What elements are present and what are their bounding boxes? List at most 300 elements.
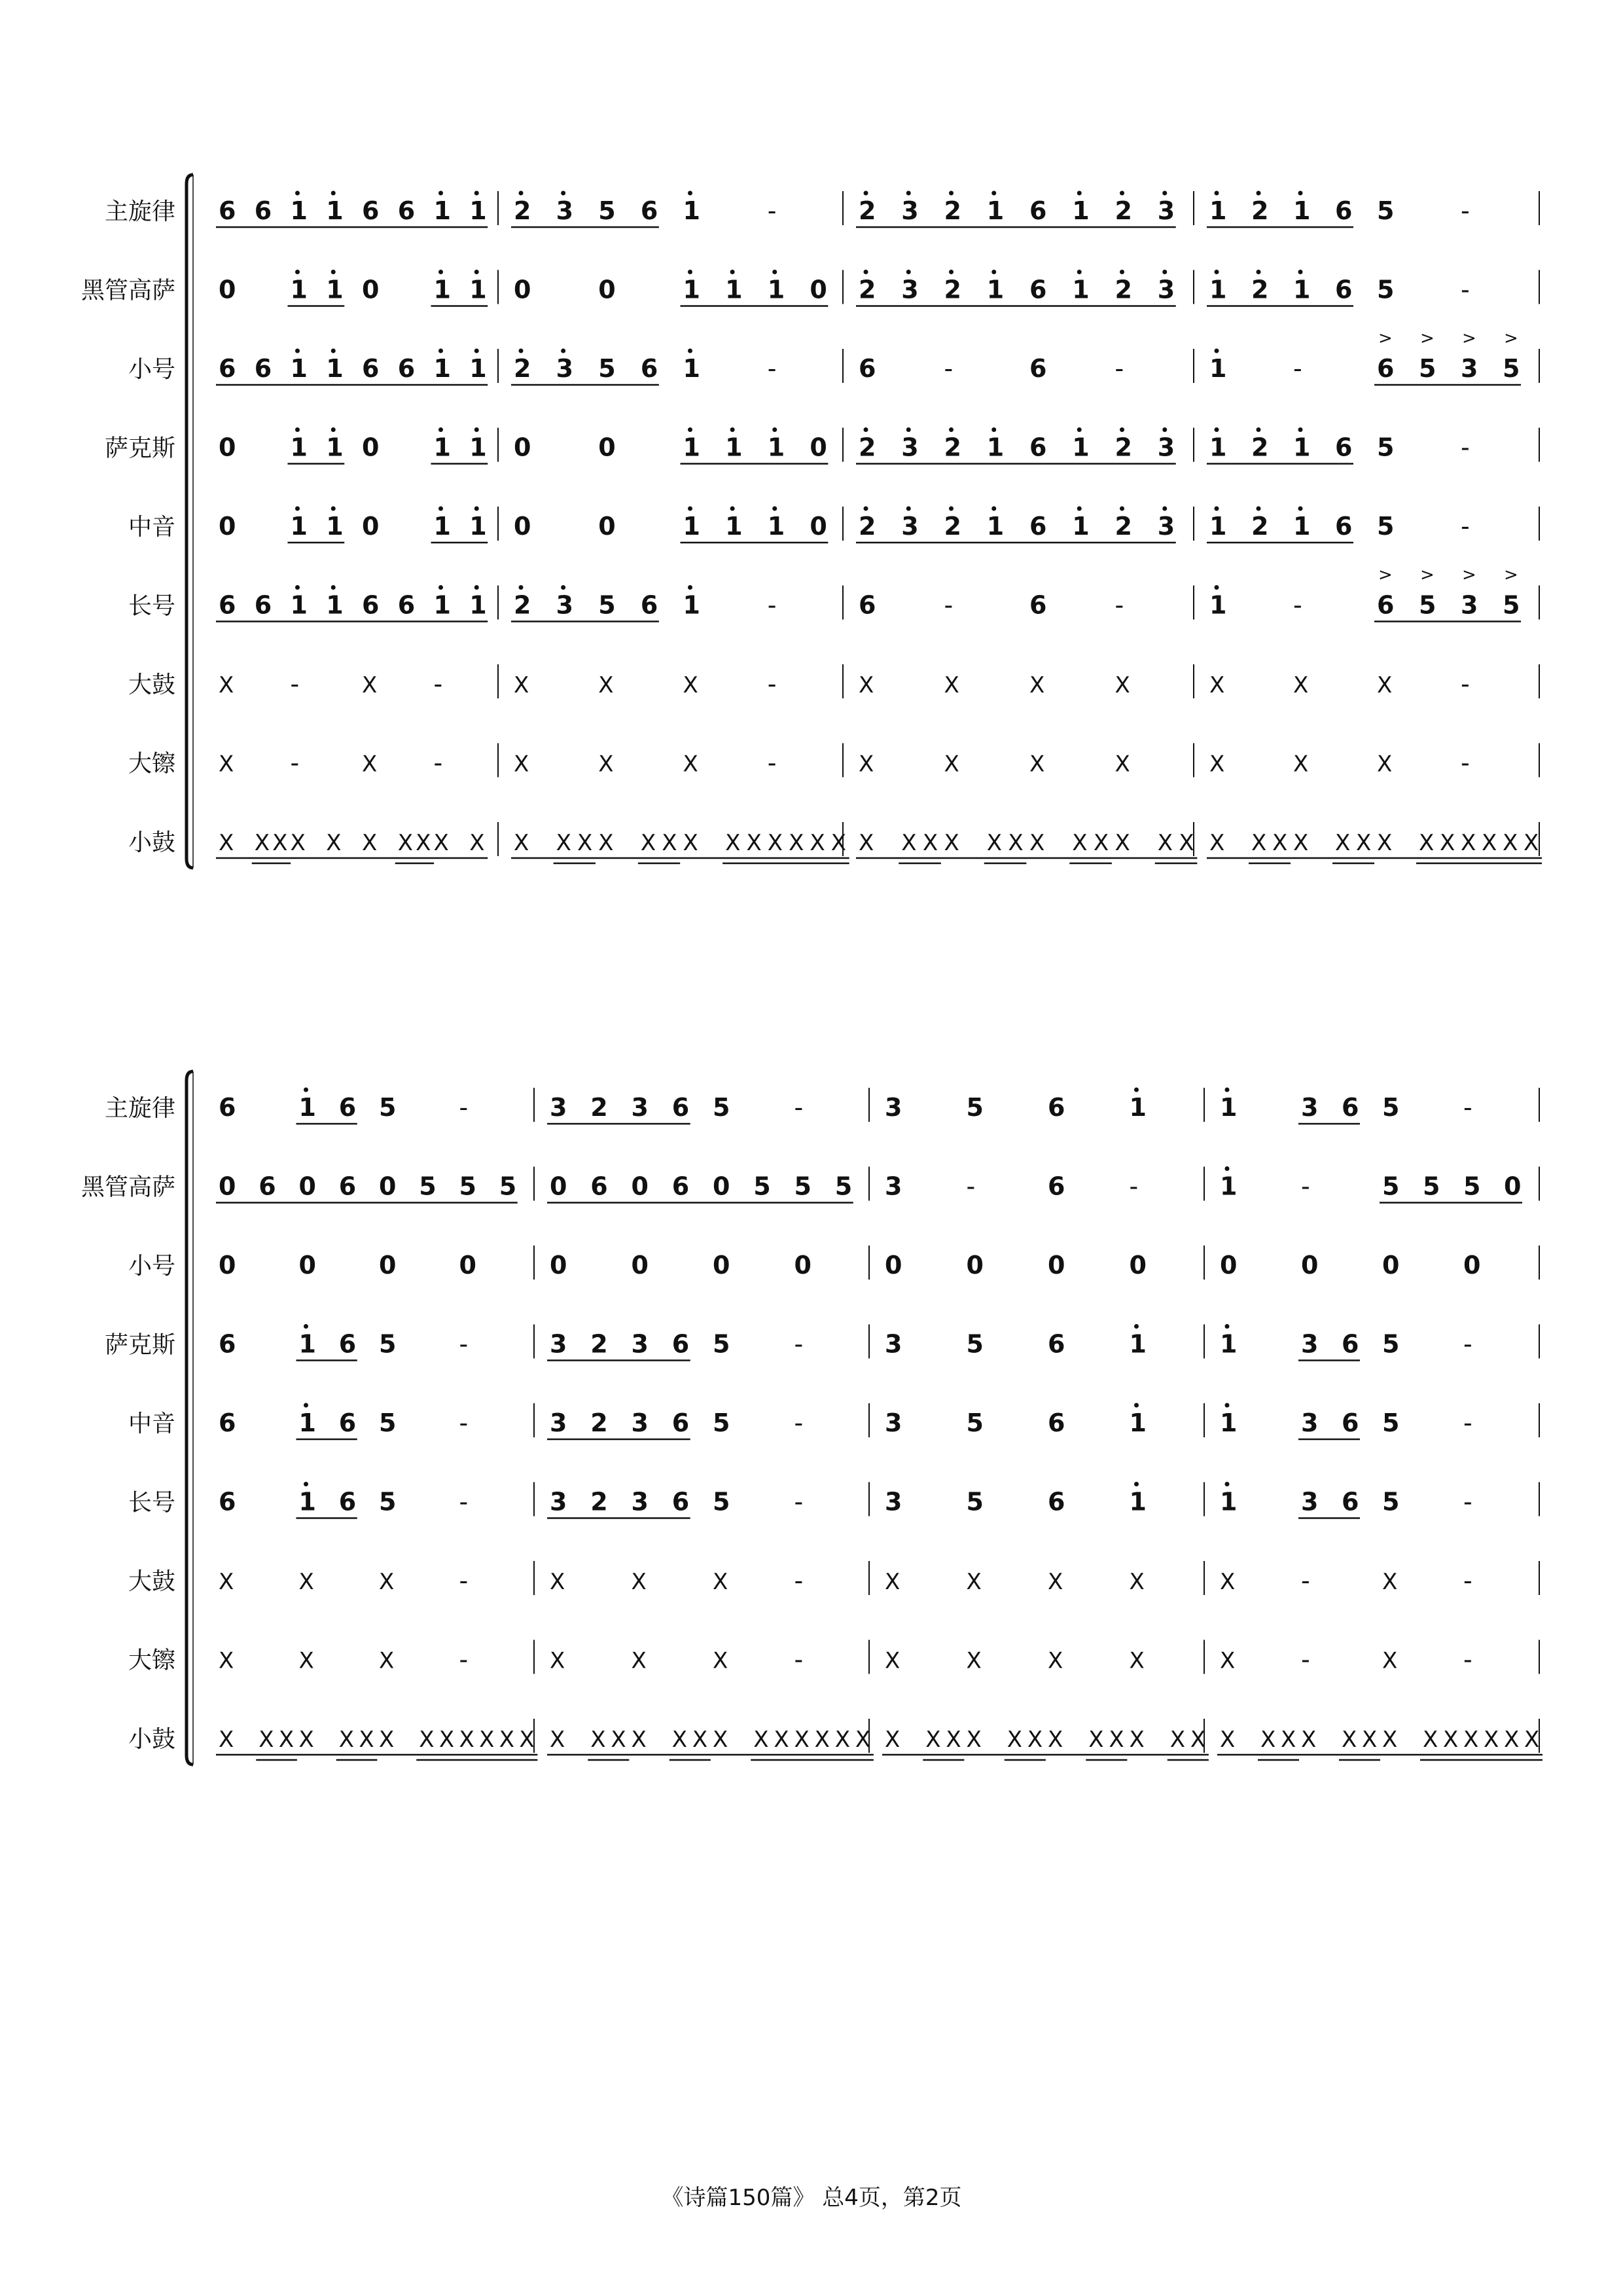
note: 1 <box>469 433 487 462</box>
part-row <box>128 565 1539 622</box>
dash-mark: - <box>1463 1487 1472 1516</box>
note: 3 <box>901 512 919 541</box>
accent-mark: > <box>1378 329 1393 348</box>
dash-mark: - <box>794 1329 804 1359</box>
note: 1 <box>433 196 451 225</box>
note: 5 <box>419 1172 437 1201</box>
measure <box>534 1088 803 1124</box>
measure <box>1194 270 1470 306</box>
octave-dot <box>474 270 479 274</box>
measure <box>1204 1561 1472 1595</box>
percussion-hit: X <box>830 830 846 856</box>
note: 3 <box>1157 275 1175 304</box>
octave-dot <box>474 507 479 511</box>
note: 0 <box>219 1251 236 1280</box>
measure <box>869 1403 1147 1438</box>
octave-dot <box>949 507 954 511</box>
note: 5 <box>794 1172 812 1201</box>
dash-mark: - <box>1293 590 1302 620</box>
part-row <box>128 1246 1539 1280</box>
percussion-hit: X <box>944 751 959 778</box>
octave-dot <box>906 507 911 511</box>
percussion-hit: X <box>1209 830 1225 856</box>
note: 5 <box>598 354 616 383</box>
part-label: 小号 <box>128 356 175 383</box>
note: 5 <box>713 1093 730 1122</box>
note: 6 <box>219 196 236 225</box>
percussion-hit: X <box>1377 830 1393 856</box>
note: 6 <box>859 354 876 383</box>
percussion-hit: X <box>925 1727 941 1753</box>
measure <box>498 427 828 464</box>
percussion-hit: X <box>1027 1727 1043 1753</box>
note: 6 <box>1029 196 1047 225</box>
note: 6 <box>671 1408 690 1437</box>
percussion-hit: X <box>1072 830 1088 856</box>
note: 5 <box>1377 512 1395 541</box>
note: 1 <box>1072 433 1090 462</box>
percussion-hit: X <box>326 830 342 856</box>
accent-mark: > <box>1504 329 1518 348</box>
octave-dot <box>1134 1088 1139 1092</box>
measure <box>843 586 1124 620</box>
octave-dot <box>1257 191 1261 196</box>
note: 1 <box>1129 1408 1147 1437</box>
part-label: 大鼓 <box>128 1568 175 1595</box>
measure <box>1204 1403 1472 1440</box>
octave-dot <box>906 270 911 274</box>
note: 6 <box>1335 512 1353 541</box>
measure <box>534 1482 803 1518</box>
octave-dot <box>1120 507 1124 511</box>
part-row <box>105 427 1539 464</box>
note: 5 <box>379 1329 397 1359</box>
measure <box>216 830 488 863</box>
measure <box>219 1088 468 1124</box>
part-row <box>128 1719 1543 1760</box>
note: 2 <box>1251 275 1269 304</box>
note: 3 <box>556 590 574 620</box>
percussion-hit: X <box>1088 1727 1104 1753</box>
note: 6 <box>1342 1093 1359 1122</box>
dash-mark: - <box>794 1645 804 1674</box>
note: 0 <box>966 1251 984 1280</box>
note: 1 <box>326 275 344 304</box>
octave-dot <box>295 191 300 196</box>
note: 0 <box>598 433 616 462</box>
percussion-hit: X <box>598 672 614 698</box>
octave-dot <box>991 270 996 274</box>
measure <box>534 1719 874 1760</box>
percussion-hit: X <box>550 1569 565 1595</box>
note: 5 <box>379 1408 397 1437</box>
measure <box>219 507 488 543</box>
note: 1 <box>326 590 344 620</box>
part-label: 小鼓 <box>128 829 175 856</box>
note: 1 <box>1209 354 1227 383</box>
octave-dot <box>1225 1088 1230 1092</box>
note: 1 <box>1072 275 1090 304</box>
note: 0 <box>810 275 827 304</box>
octave-dot <box>772 507 777 511</box>
percussion-hit: X <box>1029 751 1045 778</box>
percussion-hit: X <box>1093 830 1109 856</box>
measure <box>1194 565 1521 622</box>
note: 1 <box>298 1329 316 1359</box>
percussion-hit: X <box>219 1569 234 1595</box>
percussion-hit: X <box>1109 1727 1124 1753</box>
percussion-hit: X <box>362 672 378 698</box>
percussion-hit: X <box>631 1569 647 1595</box>
note: 3 <box>901 433 919 462</box>
octave-dot <box>906 427 911 432</box>
note: 5 <box>598 196 616 225</box>
percussion-hit: X <box>1440 830 1455 856</box>
percussion-hit: X <box>1048 1569 1063 1595</box>
octave-dot <box>730 270 735 274</box>
note: 3 <box>550 1093 567 1122</box>
part-label: 小鼓 <box>128 1726 175 1753</box>
note: 0 <box>379 1251 397 1280</box>
part-row <box>81 1166 1539 1203</box>
note: 5 <box>1377 433 1395 462</box>
percussion-hit: X <box>746 830 762 856</box>
part-label: 长号 <box>128 1489 175 1516</box>
note: 2 <box>944 433 961 462</box>
octave-dot <box>1257 427 1261 432</box>
page-footer: 《诗篇150篇》 总4页，第2页 <box>661 2185 962 2211</box>
note: 5 <box>713 1487 730 1516</box>
octave-dot <box>474 191 479 196</box>
note: 0 <box>885 1251 902 1280</box>
note: 2 <box>859 275 876 304</box>
measure <box>219 427 488 464</box>
octave-dot <box>688 270 692 274</box>
note: 0 <box>1504 1172 1522 1201</box>
percussion-hit: X <box>359 1727 374 1753</box>
note: 3 <box>1301 1329 1319 1359</box>
note: 5 <box>713 1329 730 1359</box>
note: 1 <box>469 590 487 620</box>
part-row <box>128 1640 1539 1674</box>
percussion-hit: X <box>859 672 874 698</box>
note: 1 <box>433 354 451 383</box>
note: 6 <box>671 1093 690 1122</box>
percussion-hit: X <box>1342 1727 1357 1753</box>
note: 5 <box>598 590 616 620</box>
note: 1 <box>1209 196 1227 225</box>
measure <box>1194 191 1470 228</box>
accent-mark: > <box>1462 329 1476 348</box>
measure <box>869 1482 1147 1516</box>
measure <box>869 1246 1147 1280</box>
note: 2 <box>1115 512 1132 541</box>
octave-dot <box>1215 507 1219 511</box>
note: 1 <box>683 275 700 304</box>
percussion-hit: X <box>1115 830 1130 856</box>
percussion-hit: X <box>631 1647 647 1674</box>
note: 6 <box>362 196 380 225</box>
note: 6 <box>219 590 236 620</box>
note: 1 <box>290 275 308 304</box>
note: 1 <box>1220 1329 1238 1359</box>
note: 5 <box>966 1329 984 1359</box>
percussion-hit: X <box>713 1569 728 1595</box>
note: 5 <box>1503 354 1520 383</box>
note: 6 <box>1335 275 1353 304</box>
note: 0 <box>362 512 380 541</box>
octave-dot <box>991 427 996 432</box>
note: 1 <box>326 196 344 225</box>
octave-dot <box>1134 1482 1139 1486</box>
note: 1 <box>1293 512 1311 541</box>
octave-dot <box>304 1482 308 1486</box>
octave-dot <box>864 191 868 196</box>
note: 0 <box>713 1172 730 1201</box>
octave-dot <box>688 507 692 511</box>
note: 6 <box>1048 1329 1065 1359</box>
percussion-hit: X <box>671 1727 688 1753</box>
note: 0 <box>1048 1251 1065 1280</box>
note: 0 <box>1463 1251 1481 1280</box>
percussion-hit: X <box>1293 751 1309 778</box>
note: 3 <box>556 354 574 383</box>
measure <box>219 670 442 698</box>
note: 0 <box>362 275 380 304</box>
octave-dot <box>1077 507 1082 511</box>
dash-mark: - <box>1115 354 1124 383</box>
octave-dot <box>949 270 954 274</box>
dash-mark: - <box>1461 433 1470 462</box>
percussion-hit: X <box>966 1569 982 1595</box>
octave-dot <box>688 585 692 590</box>
octave-dot <box>1257 507 1261 511</box>
percussion-hit: X <box>1007 1727 1023 1753</box>
percussion-hit: X <box>1461 830 1476 856</box>
note: 0 <box>219 1172 236 1201</box>
note: 2 <box>514 354 531 383</box>
note: 6 <box>671 1172 690 1201</box>
measure <box>498 664 776 698</box>
percussion-hit: X <box>1272 830 1288 856</box>
percussion-hit: X <box>1048 1647 1063 1674</box>
dash-mark: - <box>944 590 954 620</box>
octave-dot <box>438 270 443 274</box>
part-label: 主旋律 <box>104 198 175 225</box>
measure <box>219 1482 468 1518</box>
note: 1 <box>683 354 700 383</box>
dash-mark: - <box>433 748 443 778</box>
note: 1 <box>290 433 308 462</box>
score-system <box>81 1071 1543 1765</box>
part-row <box>105 1324 1539 1361</box>
note: 1 <box>469 354 487 383</box>
percussion-hit: X <box>713 1727 728 1753</box>
percussion-hit: X <box>1504 1727 1520 1753</box>
note: 1 <box>469 196 487 225</box>
note: 6 <box>219 1487 236 1516</box>
percussion-hit: X <box>1220 1569 1236 1595</box>
measure <box>1204 1640 1472 1674</box>
note: 6 <box>219 1093 236 1122</box>
percussion-hit: X <box>1377 751 1393 778</box>
percussion-hit: X <box>278 1727 294 1753</box>
measure <box>869 1640 1145 1674</box>
octave-dot <box>295 585 300 590</box>
note: 3 <box>885 1408 902 1437</box>
dash-mark: - <box>290 748 300 778</box>
percussion-hit: X <box>469 830 485 856</box>
measure <box>498 744 776 778</box>
percussion-hit: X <box>1179 830 1194 856</box>
octave-dot <box>991 507 996 511</box>
note: 5 <box>966 1408 984 1437</box>
note: 0 <box>514 275 531 304</box>
percussion-hit: X <box>416 830 431 856</box>
part-label: 大镲 <box>128 1647 175 1674</box>
note: 5 <box>1377 196 1395 225</box>
note: 5 <box>966 1487 984 1516</box>
octave-dot <box>991 191 996 196</box>
note: 6 <box>859 590 876 620</box>
dash-mark: - <box>459 1093 469 1122</box>
percussion-hit: X <box>1029 672 1045 698</box>
octave-dot <box>1215 427 1219 432</box>
note: 6 <box>219 1329 236 1359</box>
octave-dot <box>1215 270 1219 274</box>
note: 1 <box>683 433 700 462</box>
percussion-hit: X <box>789 830 804 856</box>
percussion-hit: X <box>814 1727 830 1753</box>
octave-dot <box>1077 270 1082 274</box>
note: 0 <box>550 1251 567 1280</box>
note: 3 <box>885 1093 902 1122</box>
note: 3 <box>901 196 919 225</box>
note: 2 <box>1115 433 1132 462</box>
measure <box>1204 1166 1522 1203</box>
percussion-hit: X <box>922 830 938 856</box>
percussion-hit: X <box>1293 830 1309 856</box>
percussion-hit: X <box>1190 1727 1206 1753</box>
octave-dot <box>1225 1324 1230 1329</box>
percussion-hit: X <box>683 830 698 856</box>
octave-dot <box>304 1088 308 1092</box>
percussion-hit: X <box>966 1647 982 1674</box>
note: 6 <box>1048 1487 1065 1516</box>
part-label: 黑管高萨 <box>80 277 175 304</box>
note: 1 <box>1209 275 1227 304</box>
percussion-hit: X <box>219 1727 234 1753</box>
dash-mark: - <box>1301 1645 1310 1674</box>
percussion-hit: X <box>1356 830 1372 856</box>
note: 0 <box>794 1251 812 1280</box>
note: 3 <box>550 1408 567 1437</box>
octave-dot <box>304 1403 308 1408</box>
dash-mark: - <box>794 1487 804 1516</box>
note: 5 <box>713 1408 730 1437</box>
percussion-hit: X <box>1251 830 1267 856</box>
measure <box>534 1640 803 1674</box>
percussion-hit: X <box>254 830 270 856</box>
measure <box>498 507 828 543</box>
note: 1 <box>290 512 308 541</box>
note: 0 <box>810 512 827 541</box>
measure <box>843 507 1176 543</box>
percussion-hit: X <box>514 830 529 856</box>
note: 3 <box>885 1329 902 1359</box>
note: 5 <box>1382 1408 1400 1437</box>
note: 2 <box>514 196 531 225</box>
note: 5 <box>1419 590 1436 620</box>
octave-dot <box>1077 191 1082 196</box>
percussion-hit: X <box>901 830 917 856</box>
measure <box>534 1167 853 1203</box>
dash-mark: - <box>794 1408 804 1437</box>
percussion-hit: X <box>379 1647 395 1674</box>
percussion-hit: X <box>1524 830 1539 856</box>
measure <box>843 427 1176 464</box>
percussion-hit: X <box>1382 1727 1398 1753</box>
note: 0 <box>514 512 531 541</box>
octave-dot <box>295 270 300 274</box>
note: 3 <box>556 196 574 225</box>
dash-mark: - <box>1461 275 1470 304</box>
percussion-hit: X <box>550 1727 565 1753</box>
percussion-hit: X <box>1443 1727 1459 1753</box>
note: 1 <box>290 590 308 620</box>
note: 1 <box>683 590 700 620</box>
note: 5 <box>966 1093 984 1122</box>
note: 0 <box>1129 1251 1147 1280</box>
percussion-hit: X <box>713 1647 728 1674</box>
part-label: 萨克斯 <box>104 435 175 462</box>
note: 6 <box>397 590 416 620</box>
note: 1 <box>767 275 785 304</box>
note: 0 <box>219 275 236 304</box>
percussion-hit: X <box>1301 1727 1317 1753</box>
octave-dot <box>1162 191 1167 196</box>
note: 6 <box>1377 354 1395 383</box>
note: 1 <box>290 354 308 383</box>
percussion-hit: X <box>479 1727 495 1753</box>
octave-dot <box>730 507 735 511</box>
octave-dot <box>295 427 300 432</box>
part-label: 主旋律 <box>104 1095 175 1122</box>
note: 1 <box>1220 1487 1238 1516</box>
note: 6 <box>1029 590 1047 620</box>
note: 5 <box>1382 1172 1400 1201</box>
note: 5 <box>379 1487 397 1516</box>
measure <box>498 585 776 622</box>
note: 1 <box>298 1093 316 1122</box>
measure <box>1194 744 1470 778</box>
octave-dot <box>1120 427 1124 432</box>
part-row <box>128 1403 1539 1440</box>
percussion-hit: X <box>1048 1727 1063 1753</box>
percussion-hit: X <box>810 830 825 856</box>
system-brace <box>187 175 193 868</box>
octave-dot <box>438 191 443 196</box>
percussion-hit: X <box>774 1727 789 1753</box>
dash-mark: - <box>767 590 777 620</box>
dash-mark: - <box>290 670 300 698</box>
note: 6 <box>1029 354 1047 383</box>
note: 6 <box>1335 196 1353 225</box>
octave-dot <box>1162 427 1167 432</box>
percussion-hit: X <box>855 1727 871 1753</box>
dash-mark: - <box>459 1566 469 1595</box>
note: 1 <box>1129 1329 1147 1359</box>
